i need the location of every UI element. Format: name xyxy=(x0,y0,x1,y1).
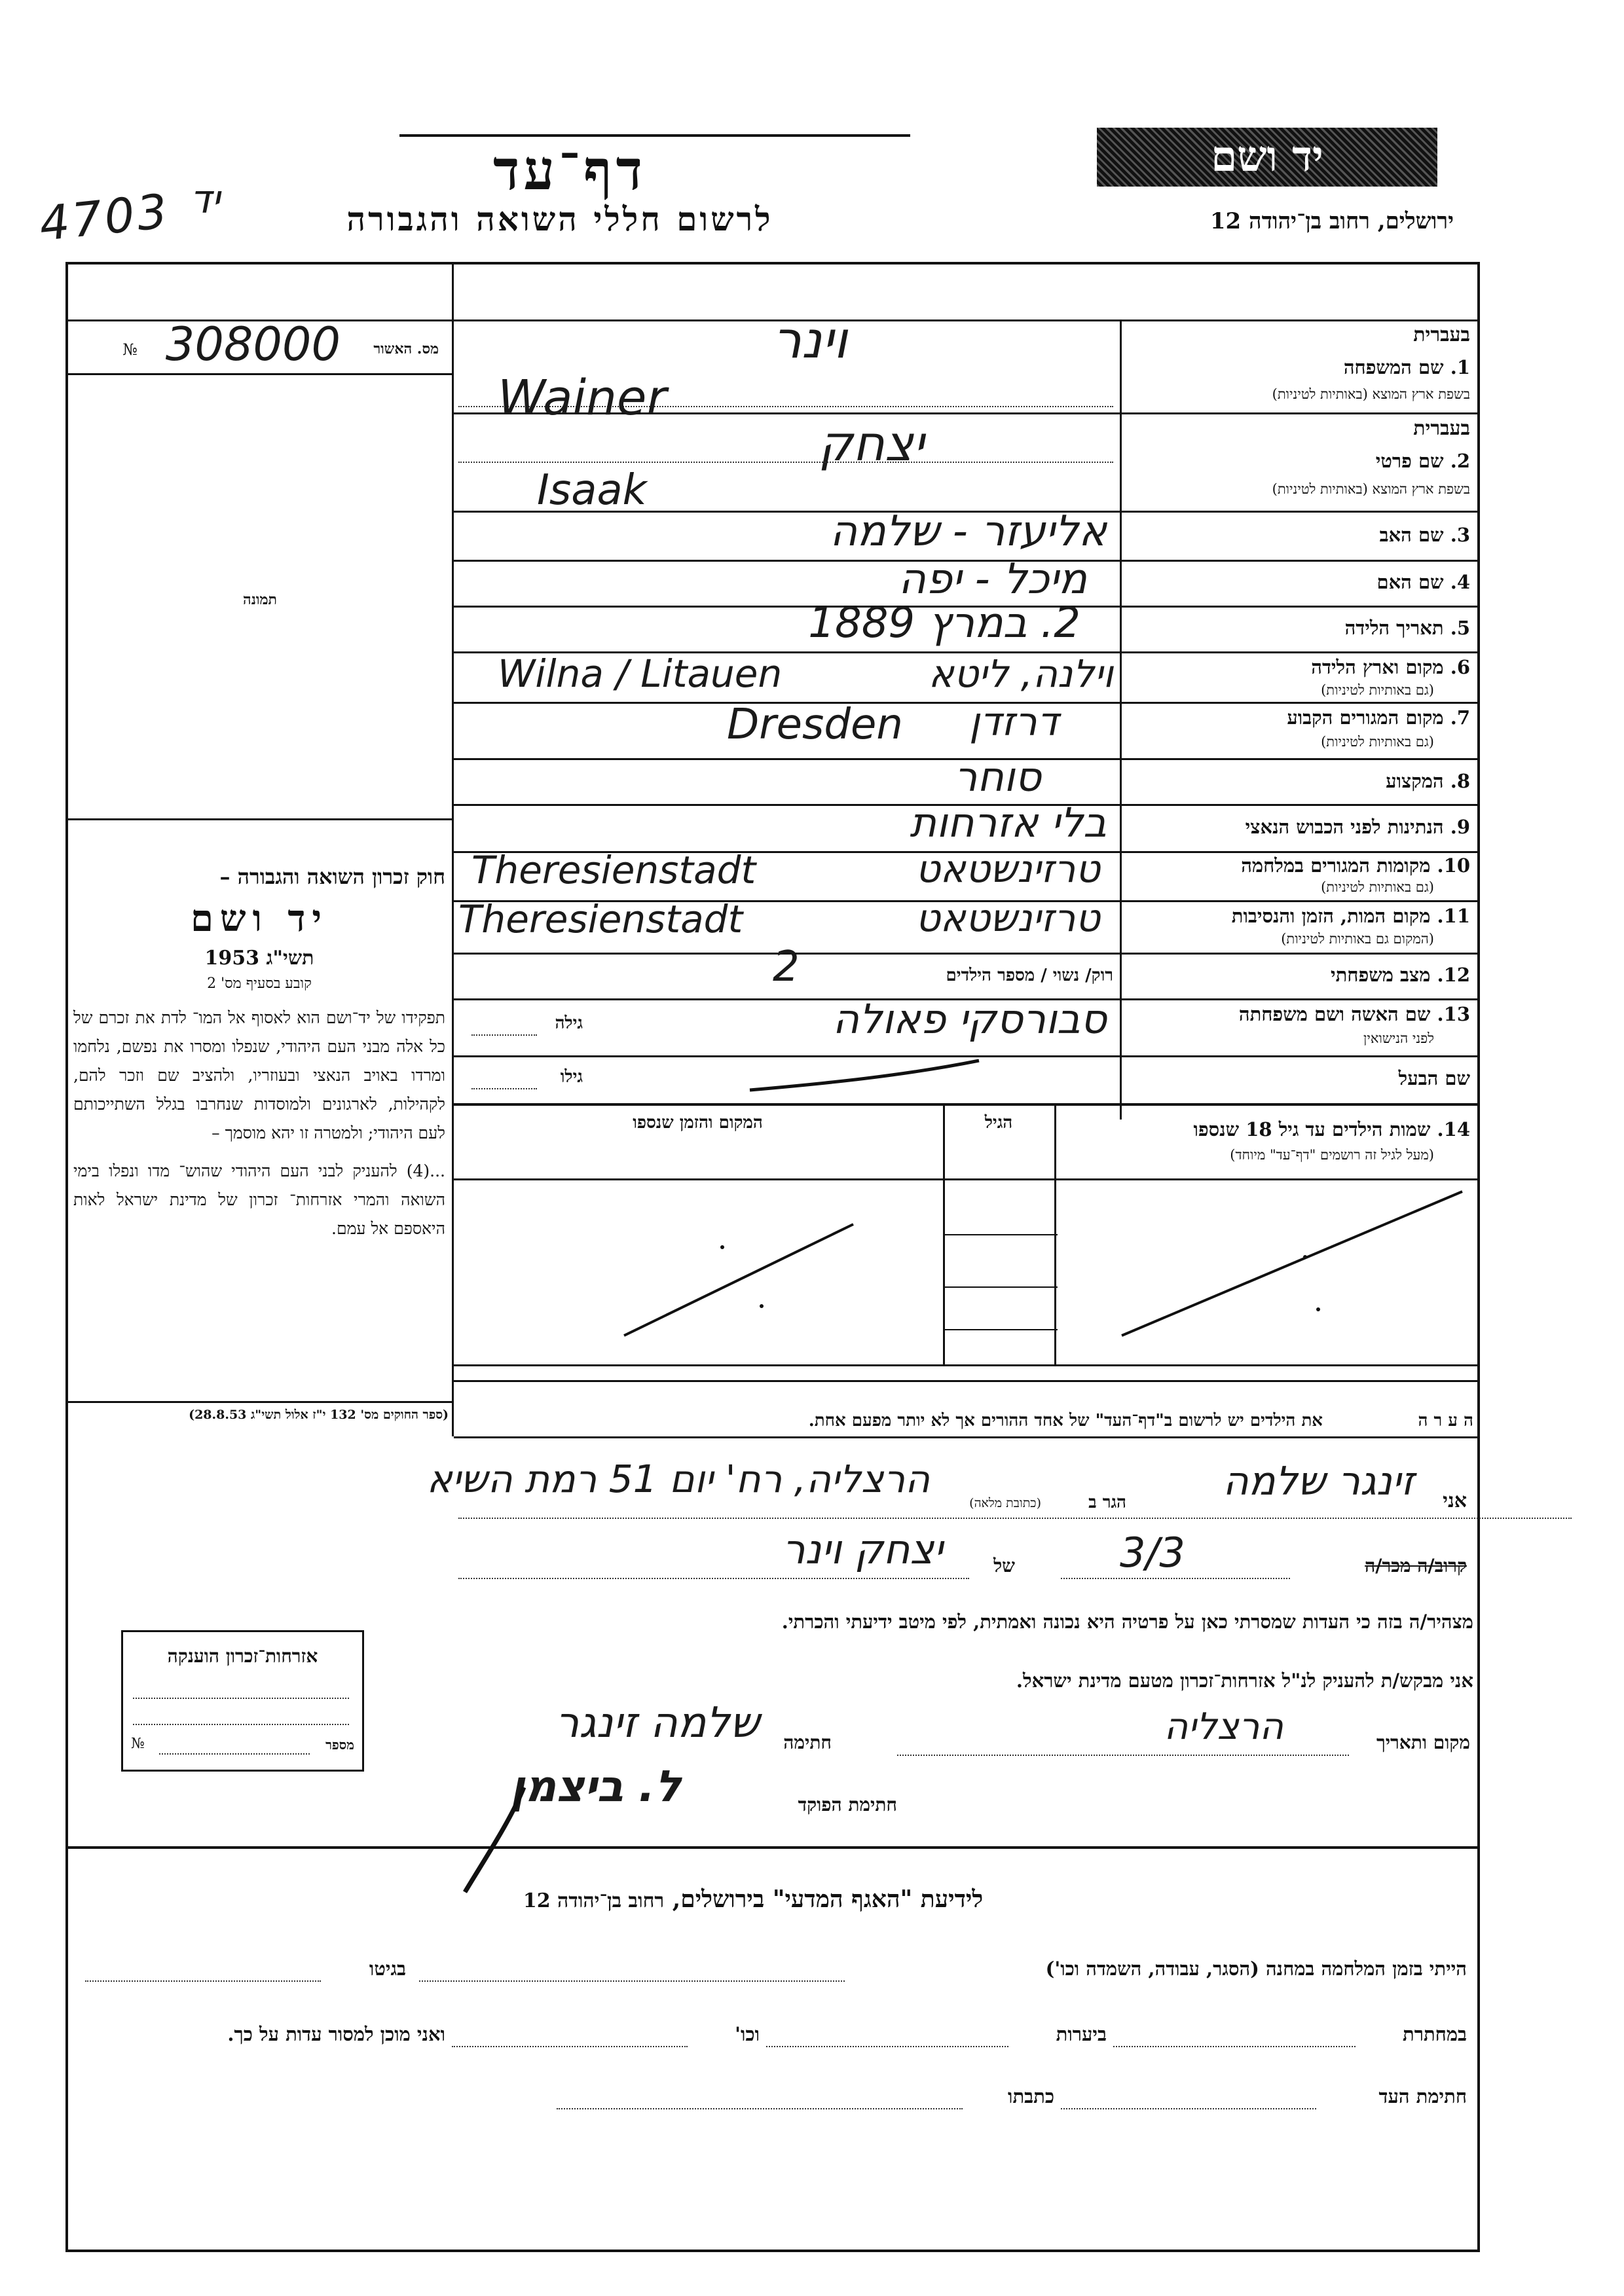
declaration-address-hint: (כתובת מלאה) xyxy=(969,1496,1041,1510)
declarant-signature: שלמה זינגר xyxy=(555,1699,760,1747)
inspector-signature-stroke xyxy=(452,1781,537,1899)
footer-line2-c: וכו' xyxy=(735,2023,760,2045)
occupation-value: סוחר xyxy=(954,753,1041,801)
place-date-line xyxy=(897,1755,1349,1756)
law-rule xyxy=(68,1401,452,1403)
field-wartime-residence-label: 10. מקומות המגורים במלחמה xyxy=(1241,854,1470,877)
citizenship-box xyxy=(121,1630,364,1772)
place-date-label: מקום ותאריך xyxy=(1376,1732,1470,1753)
field-first-name-sub: בשפת ארץ המוצא (באותיות לטיניות) xyxy=(1272,481,1470,497)
field-first-name-label: 2. שם פרטי xyxy=(1375,450,1470,472)
field-wife xyxy=(1123,1000,1473,1055)
first-name-hebrew: יצחק xyxy=(819,416,925,472)
field-place-of-death-sub: (המקום גם באותיות לטיניות) xyxy=(1281,931,1434,947)
photo-rule xyxy=(68,818,452,820)
place-of-death-hebrew: טרזינשטאט xyxy=(915,896,1100,940)
footer-line3-dots-b xyxy=(557,2108,963,2109)
children-count: 2 xyxy=(773,943,800,991)
field-wife-sub: לפני הנישואין xyxy=(1363,1030,1434,1046)
yad-vashem-logo: יד ושם xyxy=(1097,128,1437,187)
declaration-statement: מצהיר/ה בזה כי העדות שמסרתי כאן על פרטיה היא נכונה ואמתית, לפי מיטב ידיעתי והכרתי. xyxy=(781,1611,1473,1633)
citizenship-line-1 xyxy=(133,1698,349,1699)
note-label: ה ע ר ה xyxy=(1418,1411,1473,1430)
field-family-name-label: 1. שם המשפחה xyxy=(1343,356,1470,378)
family-name-latin: Wainer xyxy=(498,370,667,426)
wartime-residence-hebrew: טרזינשטאט xyxy=(915,847,1100,891)
declarant-address: הרצליה, רח' יום 51 רמת השיא xyxy=(426,1457,930,1501)
title-rule xyxy=(399,134,910,137)
footer-rule xyxy=(68,1846,1477,1849)
field-birth-place-label: 6. מקום וארץ הלידה xyxy=(1311,656,1470,678)
wife-name-value: סבורסקי פאולה xyxy=(832,995,1107,1043)
declarant-name: זינגר שלמה xyxy=(1223,1459,1414,1504)
page-title: דף־עד xyxy=(492,137,646,202)
field-place-of-death-label: 11. מקום המות, הזמן והנסיבות xyxy=(1231,905,1470,927)
row-line-11 xyxy=(454,953,1477,955)
footer-heading xyxy=(393,1886,1113,1913)
citizenship-number-line xyxy=(159,1753,310,1755)
note-rule-top xyxy=(454,1380,1477,1382)
declaration-relation: 3/3 xyxy=(1120,1529,1185,1576)
place-of-death-latin: Theresienstadt xyxy=(458,897,743,941)
birth-date-value: 2. במרץ 1889 xyxy=(808,599,1080,647)
field-father-label: 3. שם האב xyxy=(1379,524,1470,546)
field-birth-place-sub: (גם באותיות לטיניות) xyxy=(1321,682,1434,698)
field-family-name xyxy=(1123,321,1473,412)
field-place-of-death xyxy=(1123,902,1473,953)
field-occupation-label: 8. המקצוע xyxy=(1386,770,1470,792)
declaration-of-label: של xyxy=(993,1555,1015,1576)
field-birth-place xyxy=(1123,653,1473,702)
footer-line1-dots-a xyxy=(419,1980,845,1982)
citizenship-no-sign: № xyxy=(131,1736,145,1752)
husband-age-label: גילו xyxy=(560,1067,583,1087)
children-strike-lines xyxy=(454,1178,1477,1364)
footer-line3-dots-a xyxy=(1061,2108,1316,2109)
footer-line1-dots-b xyxy=(85,1980,321,1982)
husband-strike xyxy=(747,1057,982,1097)
wife-age-line xyxy=(471,1034,537,1036)
photo-label: תמונה xyxy=(243,591,277,608)
law-clause: קובע בסעיף מס' 2 xyxy=(207,975,312,992)
citizenship-title: אזרחות־זכרון הוענקה xyxy=(167,1645,318,1667)
footer-line2-dots-b xyxy=(766,2046,1008,2047)
field-wartime-residence-sub: (גם באותיות לטיניות) xyxy=(1321,879,1434,895)
footer-address: רחוב בן־יהודה 12 xyxy=(523,1889,665,1912)
inspector-signature: ל. ביצמן xyxy=(509,1761,681,1812)
children-label: 14. שמות הילדים עד גיל 18 שנספו xyxy=(1193,1118,1470,1140)
declaration-residing: הגר ב xyxy=(1088,1493,1126,1512)
declaration-i: אני xyxy=(1443,1489,1467,1512)
footer-heading-text: לידיעת "האגף המדעי" בירושלים, xyxy=(672,1886,984,1913)
citizenship-line-2 xyxy=(133,1724,349,1725)
field-marital-status-label: 12. מצב משפחתי xyxy=(1331,964,1470,986)
law-year: תשי"ג 1953 xyxy=(204,947,314,970)
footer-line1-b: בגיטו xyxy=(369,1958,406,1980)
field-mother-label: 4. שם האם xyxy=(1376,571,1470,593)
footer-line1-a: הייתי בזמן המלחמה במחנה (הסגר, עבודה, השמדה וכו') xyxy=(1045,1958,1467,1980)
mother-name-value: מיכל - יפה xyxy=(898,555,1087,604)
law-source: (ספר החוקים מס' 132 י"ז אלול תשי"ג 28.8.53) xyxy=(189,1408,449,1422)
birth-place-hebrew: וילנה, ליטא xyxy=(928,651,1113,696)
residence-latin: Dresden xyxy=(727,701,903,749)
field-wife-label: 13. שם האשה ושם משפחתה xyxy=(1238,1003,1470,1025)
law-text-1: תפקידו של יד־ושם הוא לאסוף אל המו־ לדת את זכרם של כל אלה מבני העם היהודי, שנפלו ומסרו את נפשם, נלחמו ומרדו באויב הנאצי ובעוזריו, ולהציב שם וזכר להם, לקהילות, לארגונים ולמוסדות שנחרבו בגלל השתייכותם לעם היהודי; ולמטרה זו יהא מוסמך – xyxy=(73,1008,445,1142)
declarant-address-line xyxy=(458,1518,1572,1519)
field-wartime-residence xyxy=(1123,853,1473,900)
children-col-place: המקום והזמן שנספו xyxy=(633,1113,763,1133)
field-nationality-label: 9. הנתינות לפני הכבוש הנאצי xyxy=(1245,816,1470,838)
frame-top xyxy=(65,262,1480,264)
law-title: חוק זכרון השואה והגבורה – xyxy=(219,864,445,889)
declaration-relative-label: קרוב/ה מכר/ה xyxy=(1365,1555,1467,1576)
field-birth-date-label: 5. תאריך הלידה xyxy=(1344,617,1470,639)
field-husband-label: שם הבעל xyxy=(1398,1067,1470,1089)
header-address: ירושלים, רחוב בן־יהודה 12 xyxy=(1209,208,1454,234)
field-residence-label: 7. מקום המגורים הקבוע xyxy=(1287,706,1470,729)
first-name-latin: Isaak xyxy=(537,466,647,515)
inspector-label: חתימת הפוקד xyxy=(798,1794,897,1815)
declaration-of-line xyxy=(458,1578,969,1579)
frame-bottom xyxy=(65,2250,1480,2252)
archive-number: 4703 xyxy=(37,183,173,252)
field-residence xyxy=(1123,704,1473,758)
archive-suffix: יד xyxy=(190,177,221,223)
children-section-header xyxy=(1058,1113,1473,1178)
registration-field xyxy=(92,318,445,373)
law-text xyxy=(73,864,445,1243)
citizenship-number-label: מספר xyxy=(325,1737,354,1753)
field-family-name-sub: בשפת ארץ המוצא (באותיות לטיניות) xyxy=(1272,386,1470,402)
registration-no-sign: № xyxy=(122,340,138,359)
note-rule-bottom xyxy=(454,1436,1477,1438)
row-line-14 xyxy=(454,1103,1477,1106)
place-value: הרצליה xyxy=(1164,1705,1283,1748)
field-first-name-lang: בעברית xyxy=(1413,417,1470,440)
children-col-age: הגיל xyxy=(984,1113,1013,1133)
signature-label: חתימה xyxy=(783,1732,832,1753)
law-text-2: ...(4) להעניק לבני העם היהודי שהוש־ מדו ונפלו בימי השואה והמרי אזרחות־ זכרון של מדינת ישראל לאות היאספם אל עמם. xyxy=(73,1161,445,1238)
wife-age-label: גילה xyxy=(555,1013,583,1033)
father-name-value: אליעזר - שלמה xyxy=(830,507,1107,556)
children-sub: (מעל לגיל זה רושמים "דף־עד" מיוחד) xyxy=(1230,1147,1434,1163)
note-text: את הילדים יש לרשום ב"דף־העד" של אחד ההורים אך לא יותר מפעם אחת. xyxy=(808,1411,1323,1430)
field-family-name-lang: בעברית xyxy=(1413,323,1470,346)
footer-line2-dots-a xyxy=(1113,2046,1356,2047)
page-subtitle: לרשום חללי השואה והגבורה xyxy=(346,200,773,238)
frame-right xyxy=(1477,262,1480,2252)
registration-label: מס. האשור xyxy=(373,340,439,357)
law-name: יד ושם xyxy=(190,897,329,940)
declaration-relation-line xyxy=(1061,1578,1290,1579)
field-first-name xyxy=(1123,414,1473,511)
wartime-residence-latin: Theresienstadt xyxy=(471,848,756,892)
first-name-hebrew-line xyxy=(458,462,1113,463)
footer-line2-a: במחתרת xyxy=(1403,2023,1467,2045)
marital-status-text: רוק/ נשוי / מספר הילדים xyxy=(946,966,1113,985)
declaration-request: אני מבקש/ת להעניק לנ"ל אזרחות־זכרון מטעם מדינת ישראל. xyxy=(1016,1669,1473,1692)
registration-value: 308000 xyxy=(165,318,341,371)
footer-line3-a: חתימת העד xyxy=(1378,2085,1467,2107)
nationality-value: בלי אזרחות xyxy=(910,799,1107,847)
footer-line2-b: ביערות xyxy=(1056,2023,1107,2045)
footer-line3-b: כתבתו xyxy=(1008,2085,1054,2107)
family-name-hebrew: וינר xyxy=(773,311,847,370)
residence-hebrew: דרזדן xyxy=(969,699,1059,745)
children-bottom-rule xyxy=(454,1364,1477,1366)
footer-line2-dots-c xyxy=(452,2046,688,2047)
field-residence-sub: (גם באותיות לטיניות) xyxy=(1321,734,1434,750)
declaration-of-name: יצחק וינר xyxy=(782,1525,943,1573)
husband-age-line xyxy=(471,1088,537,1089)
birth-place-latin: Wilna / Litauen xyxy=(498,651,783,696)
footer-line2-d: ואני מוכן למסור עדות על כך. xyxy=(227,2023,445,2045)
photo-placeholder xyxy=(68,375,452,801)
